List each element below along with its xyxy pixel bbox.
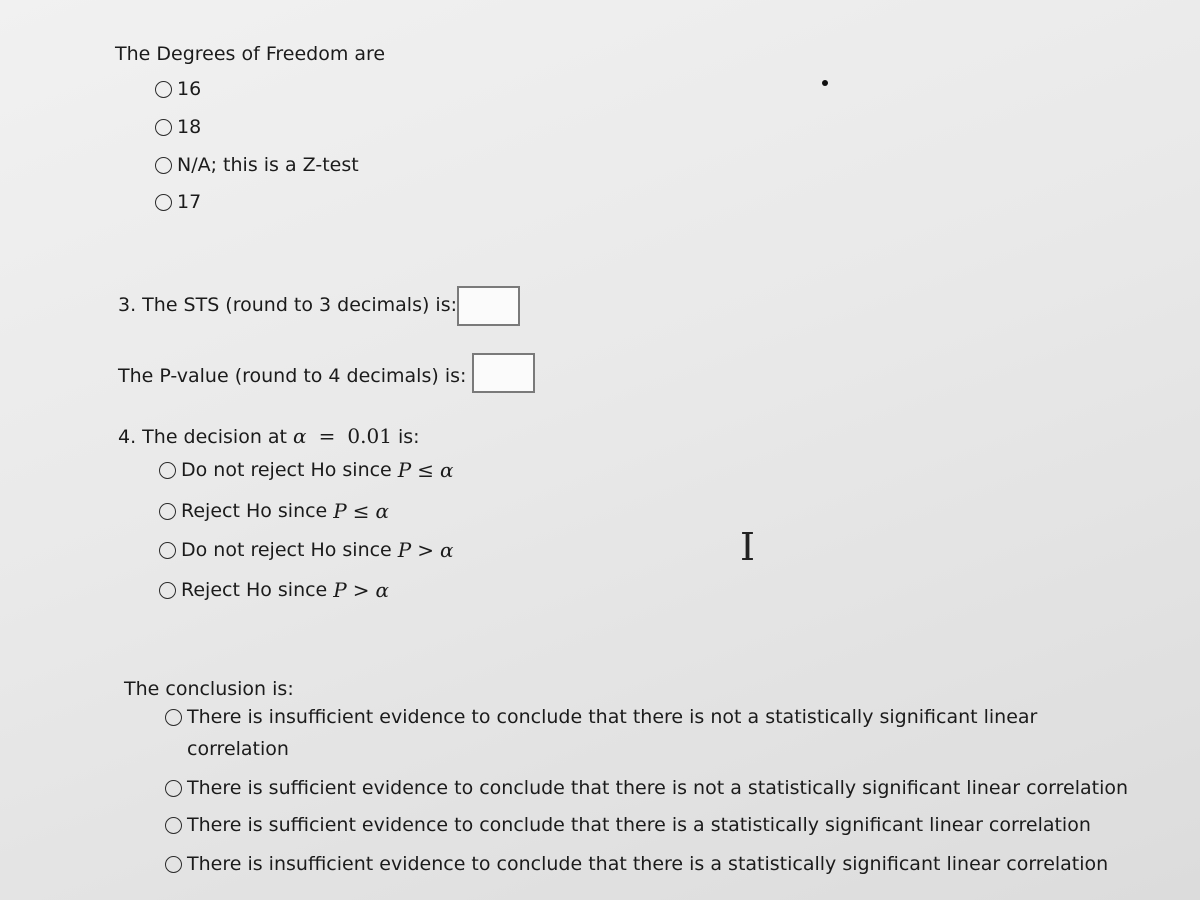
decision-suffix: is:	[398, 426, 420, 448]
alpha-symbol: α	[293, 424, 307, 448]
df-option-label: N/A; this is a Z-test	[177, 154, 359, 176]
relation-symbol: ≤	[352, 499, 370, 523]
decision-option-1[interactable]	[159, 460, 454, 480]
radio-icon[interactable]	[155, 119, 172, 136]
conclusion-option-1[interactable]	[165, 708, 1037, 727]
pvalue-answer-input[interactable]	[472, 353, 535, 393]
radio-icon[interactable]	[165, 856, 182, 873]
conclusion-option-1-continued: correlation	[187, 738, 289, 760]
decision-option-text: Reject Ho since	[181, 499, 328, 522]
radio-icon[interactable]	[155, 157, 172, 174]
conclusion-option-text: There is sufficient evidence to conclude that there is not a statistically significant linear correlation	[187, 777, 1129, 799]
radio-icon[interactable]	[155, 81, 172, 98]
conclusion-option-4[interactable]	[165, 855, 1108, 874]
alpha-symbol: α	[375, 499, 390, 523]
radio-icon[interactable]	[165, 709, 182, 726]
p-symbol: P	[397, 538, 412, 562]
conclusion-option-text: There is sufficient evidence to conclude that there is a statistically significant linear correlation	[187, 814, 1091, 836]
decision-prefix: 4. The decision at	[118, 426, 287, 448]
df-question-prompt: The Degrees of Freedom are	[115, 43, 386, 65]
p-symbol: P	[397, 458, 412, 482]
p-symbol: P	[333, 578, 347, 602]
decision-option-3[interactable]	[159, 540, 454, 560]
decision-option-text: Do not reject Ho since	[181, 538, 392, 561]
radio-icon[interactable]	[159, 462, 176, 479]
decision-option-2[interactable]	[159, 501, 389, 521]
df-option-na[interactable]	[155, 156, 359, 175]
radio-icon[interactable]	[159, 503, 176, 520]
decision-question-prompt	[118, 426, 420, 447]
p-symbol: P	[333, 499, 347, 523]
df-option-18[interactable]	[155, 118, 201, 137]
alpha-symbol: α	[375, 578, 390, 602]
df-option-16[interactable]	[155, 80, 201, 99]
decision-option-text: Do not reject Ho since	[181, 458, 392, 481]
pvalue-label: The P-value (round to 4 decimals) is:	[118, 365, 467, 387]
df-option-label: 18	[177, 116, 202, 138]
sts-label: 3. The STS (round to 3 decimals) is:	[118, 294, 458, 316]
equals-sign: =	[318, 424, 336, 448]
conclusion-option-3[interactable]	[165, 816, 1091, 835]
conclusion-option-text: There is insufficient evidence to conclude that there is not a statistically significant linear	[187, 706, 1038, 728]
relation-symbol: ≤	[417, 458, 435, 482]
radio-icon[interactable]	[165, 780, 182, 797]
conclusion-question-prompt: The conclusion is:	[124, 678, 294, 700]
text-cursor-icon: I	[740, 525, 756, 569]
conclusion-option-2[interactable]	[165, 779, 1128, 798]
decision-option-4[interactable]	[159, 580, 389, 600]
stray-mark	[822, 80, 828, 86]
df-option-17[interactable]	[155, 193, 201, 212]
relation-symbol: >	[417, 538, 435, 562]
alpha-symbol: α	[440, 538, 454, 562]
alpha-value: 0.01	[347, 424, 392, 448]
alpha-symbol: α	[440, 458, 454, 482]
df-option-label: 17	[177, 191, 202, 213]
sts-answer-input[interactable]	[457, 286, 520, 326]
conclusion-option-text: There is insufficient evidence to conclude that there is a statistically significant linear correlation	[187, 853, 1109, 875]
radio-icon[interactable]	[159, 582, 176, 599]
relation-symbol: >	[352, 578, 370, 602]
decision-option-text: Reject Ho since	[181, 578, 328, 601]
radio-icon[interactable]	[165, 817, 182, 834]
radio-icon[interactable]	[155, 194, 172, 211]
radio-icon[interactable]	[159, 542, 176, 559]
df-option-label: 16	[177, 78, 202, 100]
